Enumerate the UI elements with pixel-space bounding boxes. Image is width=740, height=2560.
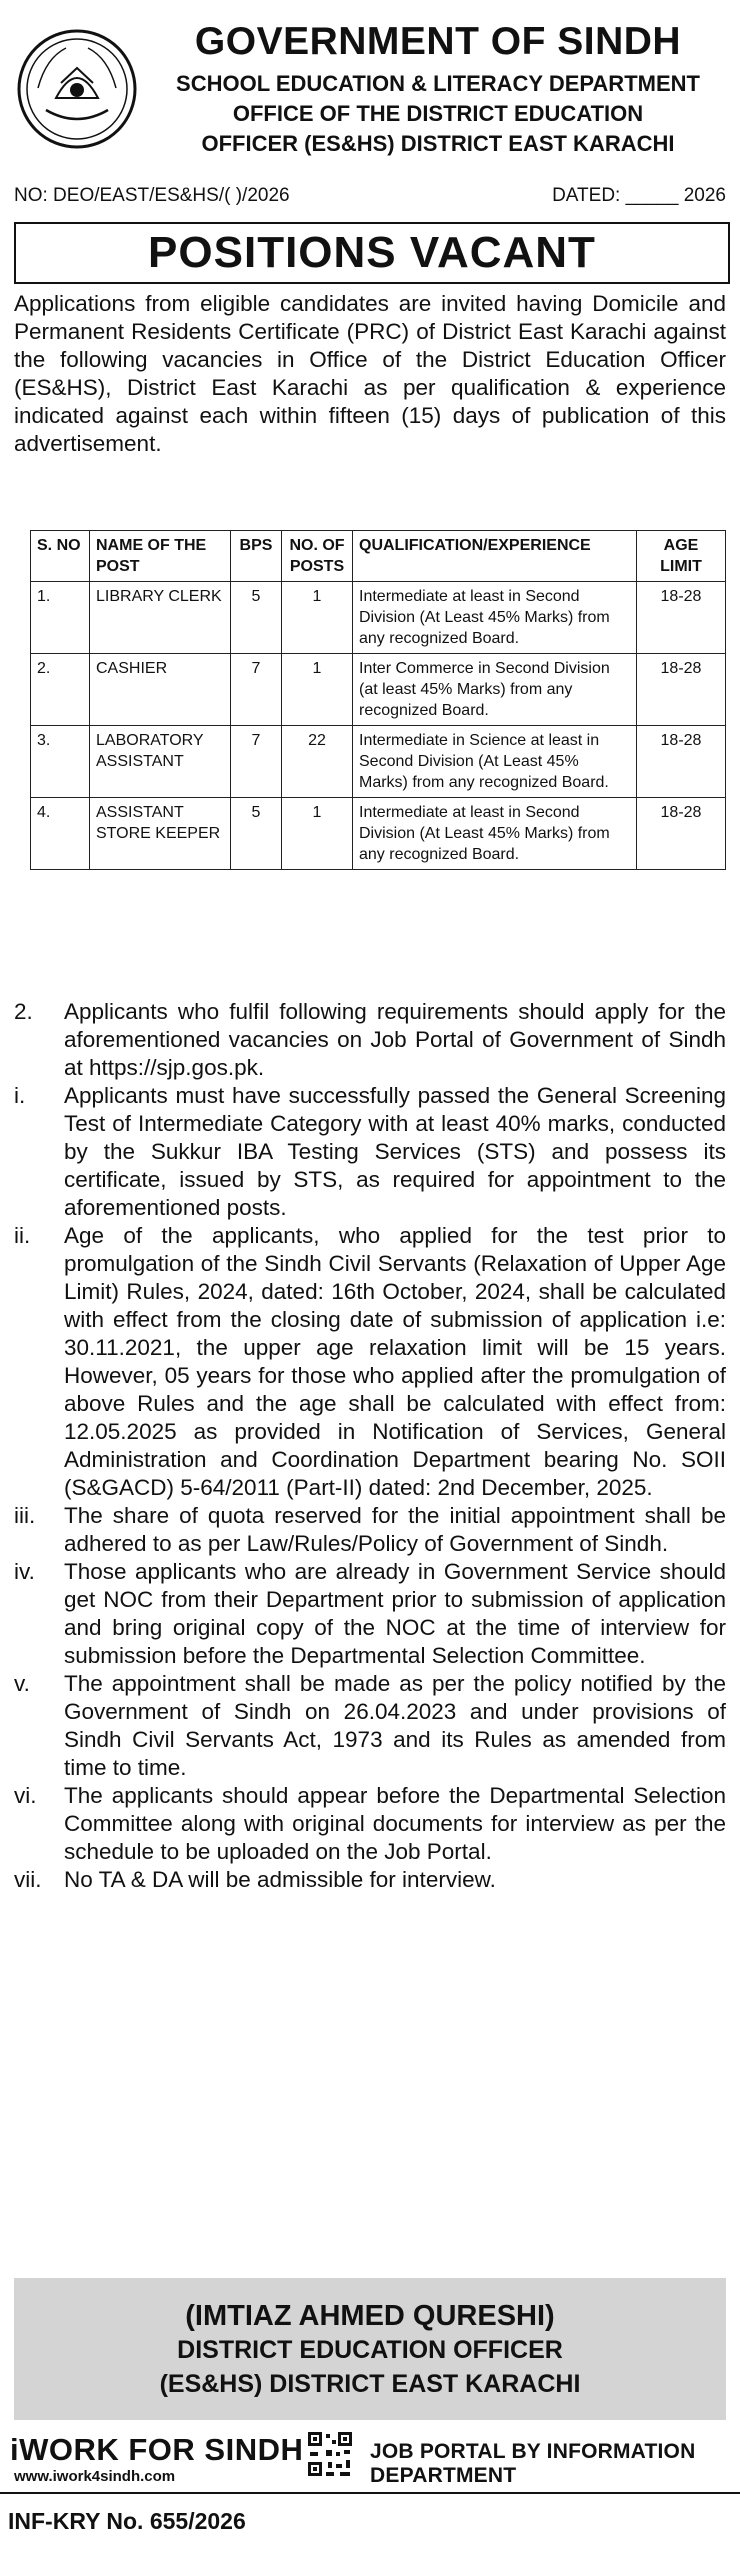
item-text: Applicants who fulfil following requirements should apply for the aforementioned vacancies on Job Portal of Government of Sindh at https://sjp.gos.pk.	[64, 999, 726, 1080]
officer-name: (IMTIAZ AHMED QURESHI)	[185, 2300, 555, 2332]
table-row	[31, 798, 726, 870]
job-portal-label: JOB PORTAL BY INFORMATION DEPARTMENT	[370, 2440, 696, 2487]
item-text: No TA & DA will be admissible for interview.	[64, 1867, 496, 1892]
serial-cell: 4.	[31, 798, 90, 870]
item-text: The appointment shall be made as per the policy notified by the Government of Sindh on 26.04.2023 and under provisions of Sindh Civil Servants Act, 1973 and its Rules as amended from time to time.	[64, 1671, 726, 1780]
posts-cell: 1	[282, 582, 353, 654]
divider	[0, 2492, 740, 2494]
list-item	[14, 1670, 726, 1782]
post-name-cell: CASHIER	[90, 654, 231, 726]
list-item	[14, 998, 726, 1082]
age-limit-cell: 18-28	[637, 654, 726, 726]
bps-cell: 7	[231, 726, 282, 798]
list-item	[14, 1502, 726, 1558]
officer-office: (ES&HS) DISTRICT EAST KARACHI	[159, 2370, 581, 2398]
bps-cell: 5	[231, 798, 282, 870]
requirements-list	[14, 998, 726, 1894]
serial-cell: 3.	[31, 726, 90, 798]
item-text: The applicants should appear before the Departmental Selection Committee along with original documents for interview as per the schedule to be uploaded on the Job Portal.	[64, 1783, 726, 1864]
item-text: Age of the applicants, who applied for the test prior to promulgation of the Sindh Civil Servants (Relaxation of Upper Age Limit) Rules, 2024, dated: 16th October, 2024, shall be calculated with effect from the closing date of submission of application i.e: 30.11.2021, the upper age relaxation limit will be 15 years. However, 05 years for those who applied after the promulgation of above Rules and the age shall be calculated with effect from: 12.05.2025 as provided in Notification of Services, General Administration and Coordination Department bearing No. SOII (S&GACD) 5-64/2011 (Part-II) dated: 2nd December, 2025.	[64, 1223, 726, 1500]
table-row	[31, 582, 726, 654]
qr-code-icon	[306, 2430, 354, 2478]
age-limit-cell: 18-28	[637, 582, 726, 654]
list-item	[14, 1222, 726, 1502]
inf-number: INF-KRY No. 655/2026	[8, 2508, 246, 2534]
posts-cell: 1	[282, 798, 353, 870]
age-limit-cell: 18-28	[637, 726, 726, 798]
list-item	[14, 1082, 726, 1222]
footer	[0, 2426, 740, 2546]
table-row	[31, 654, 726, 726]
qualification-cell: Intermediate at least in Second Division (At Least 45% Marks) from any recognized Board.	[353, 582, 637, 654]
item-number: vii.	[14, 1867, 42, 1892]
department-name: SCHOOL EDUCATION & LITERACY DEPARTMENT	[176, 71, 700, 96]
positions-vacant-banner: POSITIONS VACANT	[14, 222, 730, 284]
iwork-brand-logo: iWORK FOR SINDH	[10, 2432, 304, 2467]
table-row	[31, 726, 726, 798]
list-item	[14, 1558, 726, 1670]
column-header: BPS	[231, 531, 282, 582]
list-item	[14, 1866, 726, 1894]
item-number: iv.	[14, 1559, 35, 1584]
posts-cell: 22	[282, 726, 353, 798]
header	[0, 0, 740, 180]
sindh-seal-icon	[16, 28, 138, 150]
post-name-cell: ASSISTANT STORE KEEPER	[90, 798, 231, 870]
post-name-cell: LIBRARY CLERK	[90, 582, 231, 654]
column-header: QUALIFICATION/EXPERIENCE	[353, 531, 637, 582]
item-number: v.	[14, 1671, 30, 1696]
table-header-row	[31, 531, 726, 582]
column-header: NAME OF THE POST	[90, 531, 231, 582]
qualification-cell: Inter Commerce in Second Division (at least 45% Marks) from any recognized Board.	[353, 654, 637, 726]
item-text: Applicants must have successfully passed the General Screening Test of Intermediate Category with at least 40% marks, conducted by the Sukkur IBA Testing Services (STS) and possess its certificate, issued by STS, as required for appointment to the aforementioned posts.	[64, 1083, 726, 1220]
qualification-cell: Intermediate in Science at least in Second Division (At Least 45% Marks) from any recognized Board.	[353, 726, 637, 798]
item-text: The share of quota reserved for the initial appointment shall be adhered to as per Law/Rules/Policy of Government of Sindh.	[64, 1503, 726, 1556]
bps-cell: 5	[231, 582, 282, 654]
officer-designation: DISTRICT EDUCATION OFFICER	[177, 2336, 563, 2364]
qualification-cell: Intermediate at least in Second Division (At Least 45% Marks) from any recognized Board.	[353, 798, 637, 870]
column-header: NO. OF POSTS	[282, 531, 353, 582]
intro-paragraph: Applications from eligible candidates are invited having Domicile and Permanent Residents Certificate (PRC) of District East Karachi against the following vacancies in Office of the District Education Officer (ES&HS), District East Karachi as per qualification & experience indicated against each within fifteen (15) days of publication of this advertisement.	[14, 291, 726, 456]
bps-cell: 7	[231, 654, 282, 726]
reference-date: DATED: _____ 2026	[552, 185, 726, 206]
government-title: GOVERNMENT OF SINDH	[194, 20, 682, 63]
item-number: iii.	[14, 1503, 36, 1528]
reference-number: NO: DEO/EAST/ES&HS/( )/2026	[14, 185, 290, 206]
posts-cell: 1	[282, 654, 353, 726]
item-text: Those applicants who are already in Government Service should get NOC from their Department prior to submission of application and bring original copy of the NOC at the time of interview for submission before the Departmental Selection Committee.	[64, 1559, 726, 1668]
list-item	[14, 1782, 726, 1866]
serial-cell: 1.	[31, 582, 90, 654]
column-header: AGE LIMIT	[637, 531, 726, 582]
item-number: i.	[14, 1083, 26, 1108]
column-header: S. NO	[31, 531, 90, 582]
vacancy-table	[30, 530, 726, 870]
item-number: 2.	[14, 999, 33, 1024]
age-limit-cell: 18-28	[637, 798, 726, 870]
post-name-cell: LABORATORY ASSISTANT	[90, 726, 231, 798]
serial-cell: 2.	[31, 654, 90, 726]
signature-block	[14, 2278, 726, 2420]
website-link[interactable]: www.iwork4sindh.com	[14, 2468, 176, 2485]
item-number: vi.	[14, 1783, 37, 1808]
office-line-2: OFFICER (ES&HS) DISTRICT EAST KARACHI	[201, 131, 675, 156]
office-line-1: OFFICE OF THE DISTRICT EDUCATION	[232, 101, 644, 126]
item-number: ii.	[14, 1223, 31, 1248]
